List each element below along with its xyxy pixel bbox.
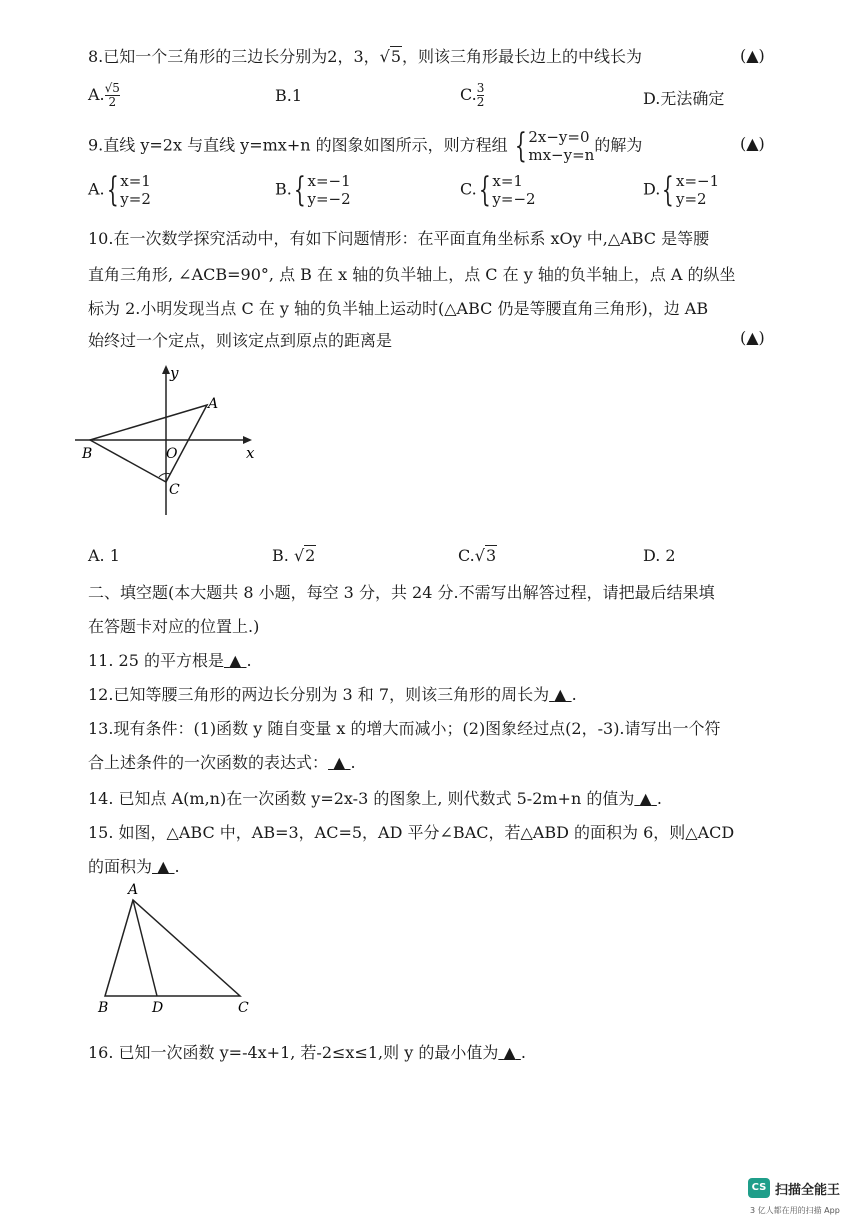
label-b: B [82, 446, 93, 462]
q10-line-3: 标为 2.小明发现当点 C 在 y 轴的负半轴上运动时(△ABC 仍是等腰直角三角形)，边 AB [88, 299, 709, 318]
q13-blank: ▲ [333, 753, 346, 772]
q10-answer-mark: (▲) [740, 328, 765, 347]
triangle-abc [105, 900, 240, 996]
q8-option-b: B.1 [275, 86, 303, 105]
q16-text: 16. 已知一次函数 y=-4x+1, 若-2≤x≤1,则 y 的最小值为 ▲ . [88, 1043, 526, 1062]
q9-option-c: C.{ x=1 y=−2 [460, 170, 536, 210]
q10-line-4: 始终过一个定点，则该定点到原点的距离是 [88, 331, 393, 350]
label-c: C [169, 482, 180, 498]
q8-option-a: $A.\frac{√5}{2}$ [88, 81, 120, 109]
scanner-logo-icon: CS [748, 1178, 770, 1198]
q9-option-d: D.{ x=−1 y=2 [643, 170, 720, 210]
label-d: D [152, 1000, 164, 1016]
q10-line-1: 10.在一次数学探究活动中，有如下问题情形：在平面直角坐标系 xOy 中,△ABC 是等腰 [88, 229, 710, 248]
q8-option-c: $C.\frac{3}{2}$ [460, 81, 485, 109]
y-axis-arrow [162, 365, 170, 374]
q14-blank: ▲ [639, 789, 652, 808]
q15-line-2: 的面积为 ▲ . [88, 857, 180, 876]
q13-line-2: 合上述条件的一次函数的表达式： ▲ . [88, 753, 356, 772]
q8-stem: 8.已知一个三角形的三边长分别为2，3，√5，则该三角形最长边上的中线长为 [88, 47, 643, 66]
label-c: C [238, 1000, 249, 1016]
x-axis-arrow [243, 436, 252, 444]
q9-option-b: B.{ x=−1 y=−2 [275, 170, 351, 210]
q15-figure [90, 880, 270, 1020]
q11-text: 11. 25 的平方根是 ▲ . [88, 651, 252, 670]
scanner-app-tagline: 3 亿人都在用的扫描 App [750, 1206, 840, 1215]
q16-blank: ▲ [503, 1043, 516, 1062]
q12-blank: ▲ [554, 685, 567, 704]
q9-stem: 9.直线 y=2x 与直线 y=mx+n 的图象如图所示，则方程组 { 2x−y=0 mx−y=n的解为 [88, 126, 643, 166]
q9-answer-mark: (▲) [740, 134, 765, 153]
label-y: y [170, 364, 179, 382]
q11-blank: ▲ [229, 651, 242, 670]
section2-heading-line-2: 在答题卡对应的位置上.) [88, 617, 260, 636]
q8-option-d: D.无法确定 [643, 89, 725, 108]
triangle-abc [90, 405, 207, 482]
scanner-app-name: 扫描全能王 [775, 1183, 841, 1198]
q15-blank: ▲ [157, 857, 170, 876]
q13-line-1: 13.现有条件：(1)函数 y 随自变量 x 的增大而减小；(2)图象经过点(2，-3).请写出一个符 [88, 719, 721, 738]
q12-text: 12.已知等腰三角形的两边长分别为 3 和 7，则该三角形的周长为 ▲ . [88, 685, 577, 704]
label-a: A [128, 882, 139, 898]
q10-option-c: C.√3 [458, 546, 497, 565]
label-a: A [208, 396, 219, 412]
label-b: B [98, 1000, 109, 1016]
q10-line-2: 直角三角形, ∠ACB=90°, 点 B 在 x 轴的负半轴上，点 C 在 y 轴的负半轴上，点 A 的纵坐 [88, 265, 736, 284]
label-x: x [246, 444, 255, 462]
q10-option-a: A. 1 [88, 546, 120, 565]
segment-ad [133, 900, 157, 996]
label-o: O [166, 446, 178, 462]
q14-text: 14. 已知点 A(m,n)在一次函数 y=2x-3 的图象上, 则代数式 5-2m+n 的值为 ▲ . [88, 789, 662, 808]
q9-option-a: A.{ x=1 y=2 [88, 170, 151, 210]
q10-option-b: B. √2 [272, 546, 316, 565]
q10-option-d: D. 2 [643, 546, 676, 565]
section2-heading-line-1: 二、填空题(本大题共 8 小题，每空 3 分，共 24 分.不需写出解答过程，请把最后结果填 [88, 583, 715, 602]
q8-answer-mark: (▲) [740, 46, 765, 65]
q10-figure [70, 360, 270, 520]
q15-line-1: 15. 如图，△ABC 中，AB=3，AC=5，AD 平分∠BAC，若△ABD 的面积为 6，则△ACD [88, 823, 735, 842]
